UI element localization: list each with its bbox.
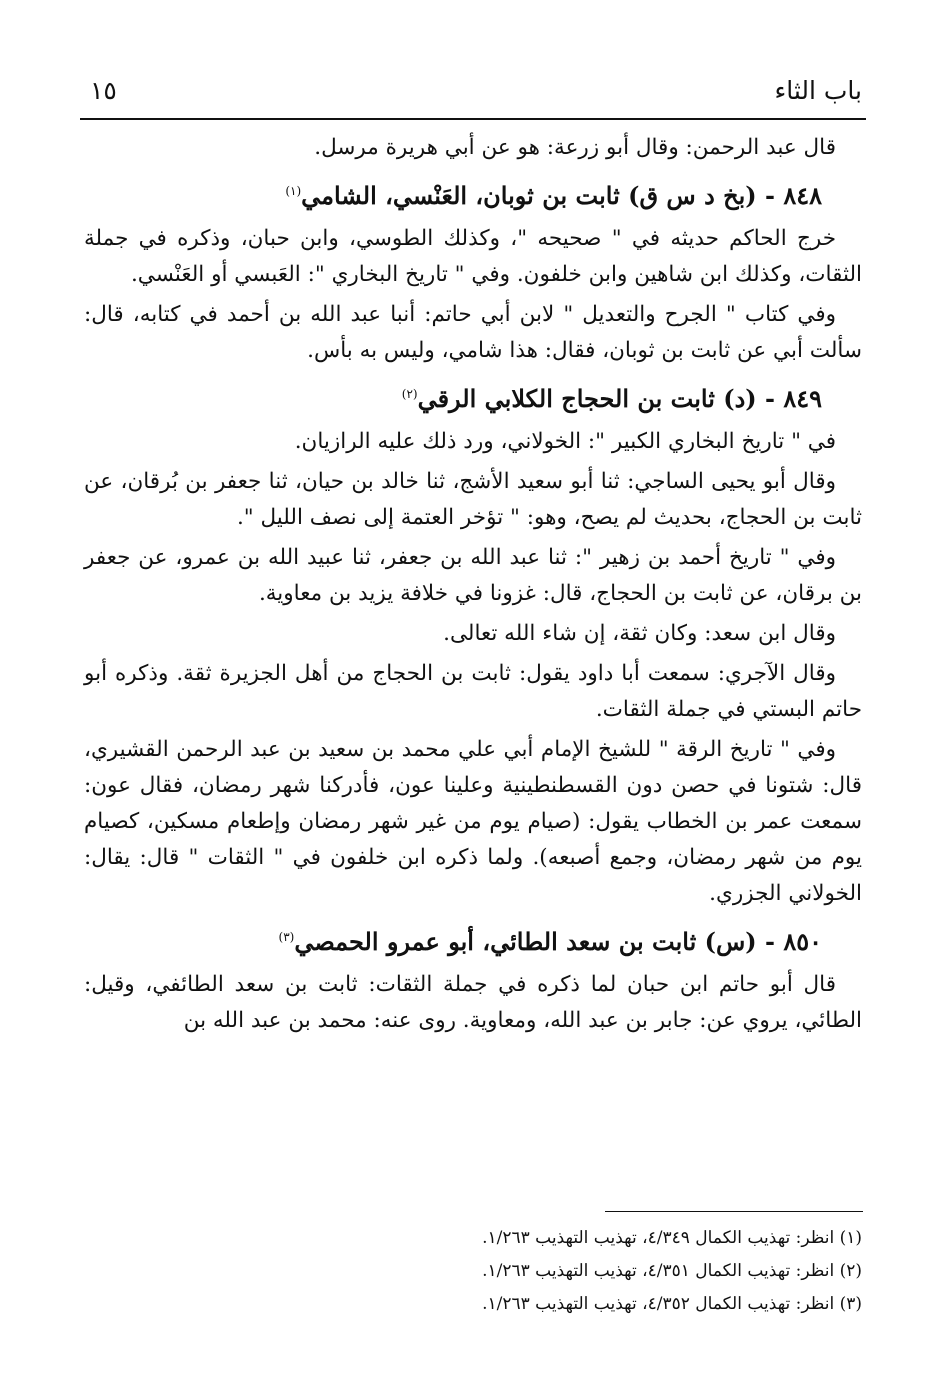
footnote: (٣) انظر: تهذيب الكمال ٤/٣٥٢، تهذيب التهذيب ١/٢٦٣. [482, 1294, 862, 1314]
footnote-ref: (٢) [401, 387, 418, 401]
main-text [84, 130, 862, 1043]
entry-heading-849 [84, 373, 862, 420]
entry-heading-850 [84, 916, 862, 963]
entry-heading-848 [84, 170, 862, 217]
paragraph: وقال أبو يحيى الساجي: ثنا أبو سعيد الأشج، ثنا خالد بن حيان، ثنا جعفر بن بُرقان، عن ثابت بن الحجاج، بحديث لم يصح، وهو: " تؤخر العتمة إلى نصف الليل ". [84, 469, 862, 530]
paragraph: وقال الآجري: سمعت أبا داود يقول: ثابت بن الحجاج من أهل الجزيرة ثقة. وذكره أبو حاتم البستي في جملة الثقات. [84, 661, 862, 722]
paragraph: في " تاريخ البخاري الكبير ": الخولاني، ورد ذلك عليه الرازيان. [294, 429, 836, 454]
chapter-title: باب الثاء [774, 76, 862, 105]
footnote: (٢) انظر: تهذيب الكمال ٤/٣٥١، تهذيب التهذيب ١/٢٦٣. [482, 1261, 862, 1281]
entry-title: ٨٤٩ - (د) ثابت بن الحجاج الكلابي الرقي [417, 384, 822, 413]
paragraph: قال أبو حاتم ابن حبان لما ذكره في جملة الثقات: ثابت بن سعد الطائفي، وقيل: الطائي، يروي عن: جابر بن عبد الله، ومعاوية. روى عنه: محمد بن عبد الله بن [84, 972, 862, 1033]
footnote: (١) انظر: تهذيب الكمال ٤/٣٤٩، تهذيب التهذيب ١/٢٦٣. [482, 1228, 862, 1248]
paragraph: وفي " تاريخ الرقة " للشيخ الإمام أبي علي محمد بن سعيد بن عبد الرحمن القشيري، قال: شتونا في حصن دون القسطنطينية وعلينا عون، فأدركنا شهر رمضان، فقال عون: سمعت عمر بن الخطاب يقول: (صيام يوم من غير شهر رمضان وإطعام مسكين، كصيام يوم من شهر رمضان، وجمع أصبعه). ولما ذكره ابن خلفون في " الثقات " قال: يقال: الخولاني الجزري. [84, 737, 862, 906]
page-header [82, 72, 862, 116]
page-number: ١٥ [90, 76, 117, 105]
entry-title: ٨٤٨ - (بخ د س ق) ثابت بن ثوبان، العَنْسي، الشامي [301, 181, 822, 210]
paragraph: قال عبد الرحمن: وقال أبو زرعة: هو عن أبي هريرة مرسل. [314, 135, 836, 160]
paragraph: وفي كتاب " الجرح والتعديل " لابن أبي حاتم: أنبا عبد الله بن أحمد في كتابه، قال: سألت أبي عن ثابت بن ثوبان، فقال: هذا شامي، وليس به بأس. [84, 302, 862, 363]
paragraph: وقال ابن سعد: وكان ثقة، إن شاء الله تعالى. [443, 621, 836, 646]
footnote-ref: (٣) [278, 930, 295, 944]
footnotes [84, 1222, 862, 1321]
paragraph: وفي " تاريخ أحمد بن زهير ": ثنا عبد الله بن جعفر، ثنا عبيد الله بن عمرو، عن جعفر بن برقان، عن ثابت بن الحجاج، قال: غزونا في خلافة يزيد بن معاوية. [84, 545, 862, 606]
footnote-ref: (١) [285, 184, 302, 198]
paragraph: خرج الحاكم حديثه في " صحيحه "، وكذلك الطوسي، وابن حبان، وذكره في جملة الثقات، وكذلك ابن شاهين وابن خلفون. وفي " تاريخ البخاري ": العَبسي أو العَنْسي. [84, 226, 862, 287]
footnote-rule [605, 1211, 863, 1212]
header-rule [80, 118, 866, 120]
entry-title: ٨٥٠ - (س) ثابت بن سعد الطائي، أبو عمرو الحمصي [294, 927, 822, 956]
